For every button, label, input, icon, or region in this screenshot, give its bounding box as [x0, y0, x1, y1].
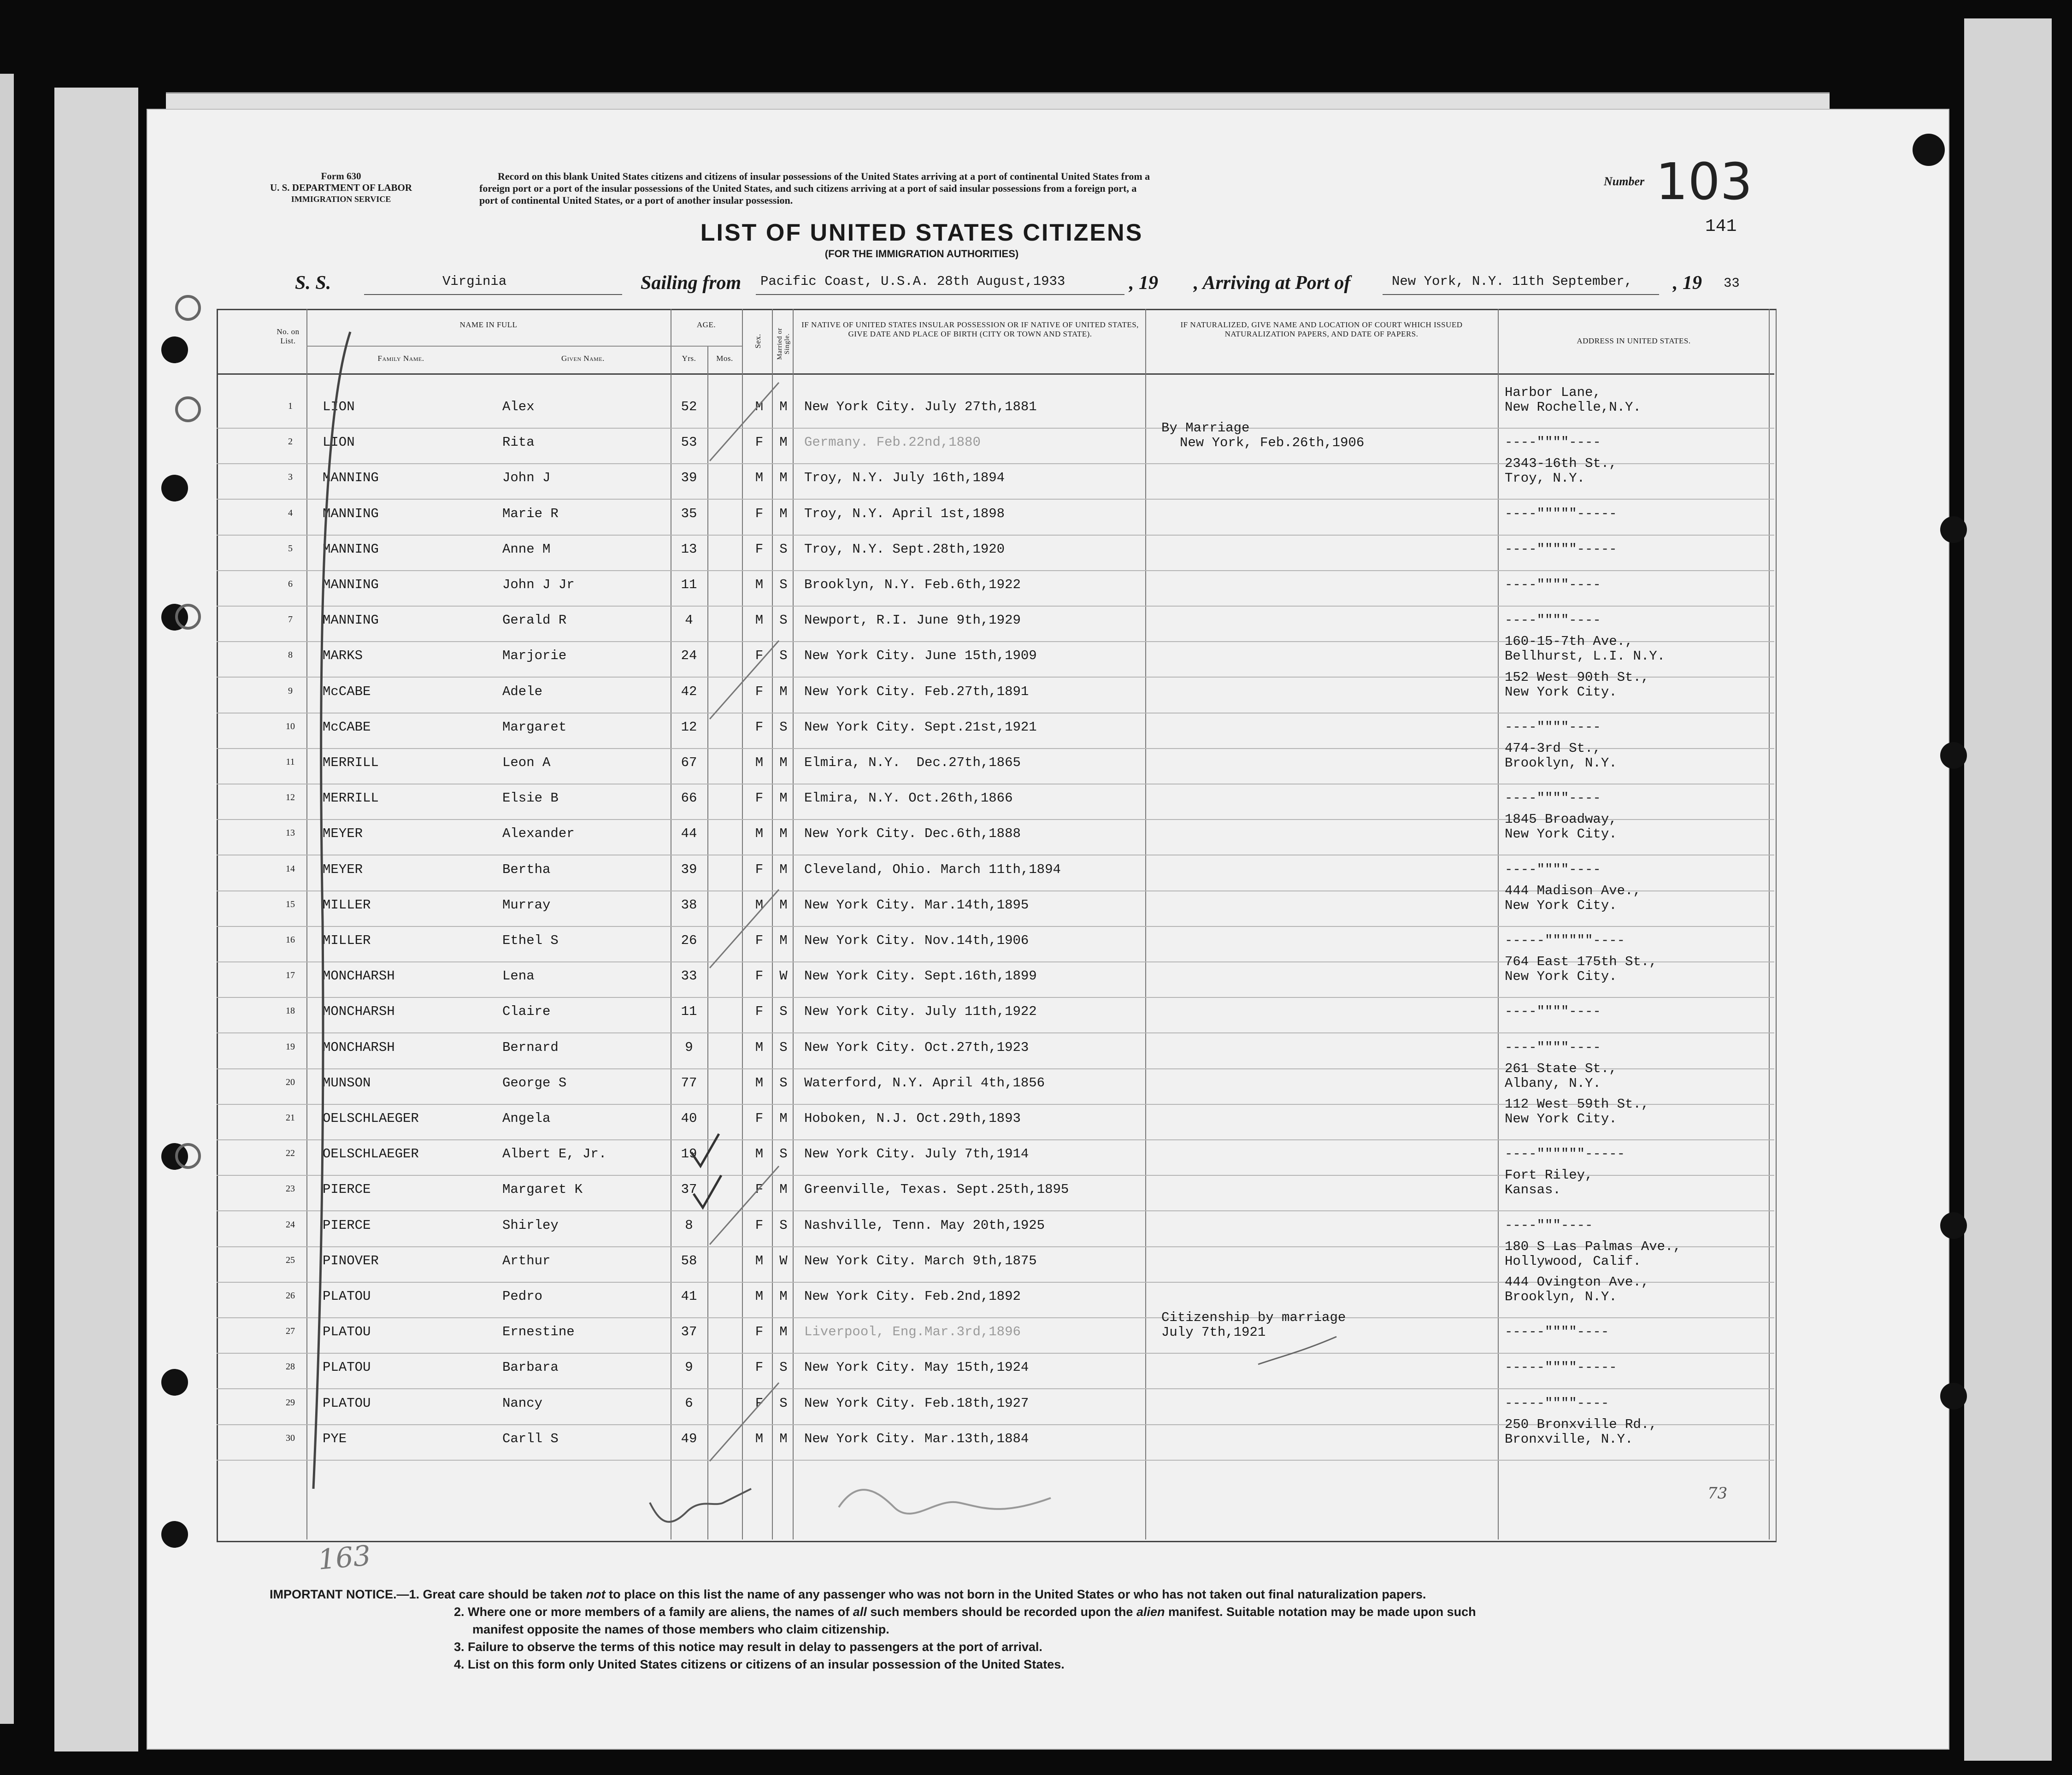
- notice-item-2: 2. Where one or more members of a family are aliens, the names of all such members should be recorded upon the alien manifest. Suitable notation may be made upon such: [454, 1605, 1476, 1619]
- address-line: New York City.: [1505, 826, 1617, 842]
- age-years: 33: [681, 968, 697, 984]
- birth-place-date: Troy, N.Y. April 1st,1898: [804, 506, 1005, 521]
- age-years: 6: [685, 1395, 693, 1411]
- col-header-age: AGE.: [696, 320, 716, 329]
- col-header-name-in-full: NAME IN FULL: [459, 320, 518, 329]
- address-line: Brooklyn, N.Y.: [1505, 1289, 1617, 1304]
- naturalization-info: By Marriage: [1161, 420, 1250, 436]
- family-name: MONCHARSH: [323, 968, 395, 984]
- marital-status: S: [779, 1217, 788, 1233]
- address-line: 180 S Las Palmas Ave.,: [1505, 1238, 1681, 1254]
- sex: M: [755, 470, 764, 486]
- age-years: 26: [681, 933, 697, 948]
- family-name: PINOVER: [323, 1253, 379, 1268]
- given-name: Elsie B: [502, 790, 559, 806]
- marital-status: M: [779, 933, 788, 948]
- page-subtitle: (FOR THE IMMIGRATION AUTHORITIES): [824, 248, 1019, 259]
- sex: F: [755, 719, 764, 735]
- row-number: 6: [288, 579, 293, 589]
- sex: F: [755, 1395, 764, 1411]
- age-years: 11: [681, 577, 697, 592]
- birth-place-date: New York City. Sept.16th,1899: [804, 968, 1037, 984]
- marital-status: M: [779, 470, 788, 486]
- address-line: Hollywood, Calif.: [1505, 1253, 1641, 1269]
- marital-status: S: [779, 1146, 788, 1162]
- address-line: ----""""----: [1505, 861, 1601, 877]
- birth-place-date: Waterford, N.Y. April 4th,1856: [804, 1075, 1045, 1091]
- family-name: MEYER: [323, 826, 363, 842]
- given-name: Ethel S: [502, 933, 559, 948]
- birth-place-date: Hoboken, N.J. Oct.29th,1893: [804, 1111, 1021, 1126]
- col-header-sex: Sex.: [753, 334, 762, 348]
- birth-place-date: New York City. Sept.21st,1921: [804, 719, 1037, 735]
- address-line: 112 West 59th St.,: [1505, 1097, 1649, 1112]
- sex: M: [755, 1075, 764, 1091]
- sex: M: [755, 577, 764, 592]
- birth-place-date: New York City. Feb.18th,1927: [804, 1395, 1029, 1411]
- sex: M: [755, 1431, 764, 1446]
- address-line: ----""""""-----: [1505, 1146, 1625, 1162]
- birth-place-date: Greenville, Texas. Sept.25th,1895: [804, 1182, 1069, 1197]
- marital-status: M: [779, 790, 788, 806]
- given-name: Albert E, Jr.: [502, 1146, 607, 1162]
- col-header-yrs: Yrs.: [682, 354, 696, 363]
- row-number: 15: [286, 899, 295, 909]
- sex: F: [755, 861, 764, 877]
- address-line: 160-15-7th Ave.,: [1505, 634, 1633, 649]
- marital-status: M: [779, 1431, 788, 1446]
- given-name: Murray: [502, 897, 551, 913]
- sex: M: [755, 897, 764, 913]
- row-number: 21: [286, 1113, 295, 1123]
- marital-status: M: [779, 1111, 788, 1126]
- naturalization-info: July 7th,1921: [1161, 1325, 1266, 1340]
- notice-item-2-cont: manifest opposite the names of those members who claim citizenship.: [472, 1622, 889, 1636]
- family-name: MERRILL: [323, 790, 379, 806]
- address-line: ----""""----: [1505, 435, 1601, 450]
- family-name: PLATOU: [323, 1395, 371, 1411]
- marital-status: W: [779, 968, 788, 984]
- address-line: 474-3rd St.,: [1505, 741, 1601, 756]
- age-years: 52: [681, 399, 697, 414]
- address-line: Harbor Lane,: [1505, 385, 1601, 400]
- sex: F: [755, 968, 764, 984]
- birth-place-date: New York City. Oct.27th,1923: [804, 1039, 1029, 1055]
- age-years: 42: [681, 684, 697, 699]
- row-number: 20: [286, 1077, 295, 1087]
- address-line: ----""""----: [1505, 790, 1601, 806]
- birth-place-date: Elmira, N.Y. Oct.26th,1866: [804, 790, 1013, 806]
- page-number: 141: [1705, 217, 1737, 236]
- age-years: 37: [681, 1182, 697, 1197]
- marital-status: M: [779, 755, 788, 770]
- address-line: Bronxville, N.Y.: [1505, 1431, 1633, 1447]
- given-name: Gerald R: [502, 613, 567, 628]
- sex: F: [755, 1324, 764, 1340]
- age-years: 8: [685, 1217, 693, 1233]
- given-name: George S: [502, 1075, 567, 1091]
- sex: M: [755, 1146, 764, 1162]
- row-number: 13: [286, 828, 295, 838]
- given-name: Claire: [502, 1004, 551, 1020]
- address-line: -----""""----: [1505, 1324, 1609, 1340]
- age-years: 53: [681, 435, 697, 450]
- age-years: 39: [681, 470, 697, 486]
- birth-place-date: New York City. Mar.13th,1884: [804, 1431, 1029, 1446]
- notice-item-4: 4. List on this form only United States citizens or citizens of an insular possession of the United States.: [454, 1657, 1065, 1671]
- arriving-label: , Arriving at Port of: [1194, 272, 1351, 294]
- age-years: 9: [685, 1360, 693, 1375]
- family-name: LION: [323, 399, 355, 414]
- address-line: ----""""----: [1505, 1004, 1601, 1020]
- marital-status: M: [779, 684, 788, 699]
- address-line: -----""""""----: [1505, 933, 1625, 948]
- address-line: -----""""-----: [1505, 1360, 1617, 1375]
- address-line: -----""""----: [1505, 1395, 1609, 1411]
- age-years: 41: [681, 1289, 697, 1304]
- birth-place-date: Liverpool, Eng.Mar.3rd,1896: [804, 1324, 1021, 1340]
- marital-status: M: [779, 1289, 788, 1304]
- age-years: 66: [681, 790, 697, 806]
- family-name: PLATOU: [323, 1289, 371, 1304]
- age-years: 77: [681, 1075, 697, 1091]
- family-name: MANNING: [323, 541, 379, 557]
- sex: M: [755, 826, 764, 842]
- sex: M: [755, 399, 764, 414]
- row-number: 4: [288, 507, 293, 518]
- sex: F: [755, 1182, 764, 1197]
- sex: M: [755, 755, 764, 770]
- arrival-year-label: , 19: [1673, 272, 1702, 294]
- form-department: U. S. DEPARTMENT OF LABOR: [270, 182, 412, 193]
- address-line: ----"""""-----: [1505, 506, 1617, 521]
- sex: F: [755, 648, 764, 664]
- bottom-margin-number: 163: [317, 1539, 372, 1576]
- given-name: Adele: [502, 684, 543, 699]
- birth-place-date: Cleveland, Ohio. March 11th,1894: [804, 861, 1061, 877]
- arriving-port-value: New York, N.Y. 11th September,: [1392, 274, 1633, 289]
- address-line: ----""""----: [1505, 577, 1601, 592]
- row-number: 30: [286, 1433, 295, 1443]
- family-name: PYE: [323, 1431, 347, 1446]
- age-years: 19: [681, 1146, 697, 1162]
- birth-place-date: Nashville, Tenn. May 20th,1925: [804, 1217, 1045, 1233]
- ship-name: Virginia: [442, 274, 507, 289]
- marital-status: M: [779, 506, 788, 521]
- marital-status: M: [779, 399, 788, 414]
- sailing-from-value: Pacific Coast, U.S.A. 28th August,1933: [760, 274, 1065, 289]
- marital-status: S: [779, 1004, 788, 1020]
- family-name: McCABE: [323, 684, 371, 699]
- sex: F: [755, 541, 764, 557]
- given-name: Carll S: [502, 1431, 559, 1446]
- address-line: Brooklyn, N.Y.: [1505, 755, 1617, 771]
- form-service: IMMIGRATION SERVICE: [291, 195, 391, 204]
- family-name: PIERCE: [323, 1182, 371, 1197]
- notice-label: IMPORTANT NOTICE.: [270, 1587, 397, 1601]
- birth-place-date: Brooklyn, N.Y. Feb.6th,1922: [804, 577, 1021, 592]
- sex: F: [755, 1004, 764, 1020]
- marital-status: S: [779, 1360, 788, 1375]
- given-name: Ernestine: [502, 1324, 575, 1340]
- marital-status: M: [779, 1182, 788, 1197]
- marital-status: S: [779, 577, 788, 592]
- age-years: 37: [681, 1324, 697, 1340]
- row-number: 14: [286, 863, 295, 874]
- address-line: 2343-16th St.,: [1505, 456, 1617, 472]
- row-number: 25: [286, 1255, 295, 1265]
- row-number: 24: [286, 1219, 295, 1230]
- address-line: New York City.: [1505, 969, 1617, 985]
- given-name: Margaret K: [502, 1182, 583, 1197]
- birth-place-date: Troy, N.Y. Sept.28th,1920: [804, 541, 1005, 557]
- arrival-year-value: 33: [1724, 276, 1740, 291]
- marital-status: S: [779, 541, 788, 557]
- birth-place-date: New York City. Feb.2nd,1892: [804, 1289, 1021, 1304]
- birth-place-date: New York City. July 27th,1881: [804, 399, 1037, 414]
- given-name: Lena: [502, 968, 535, 984]
- family-name: MONCHARSH: [323, 1039, 395, 1055]
- row-number: 5: [288, 543, 293, 554]
- sex: F: [755, 506, 764, 521]
- marital-status: M: [779, 435, 788, 450]
- address-line: ----"""""-----: [1505, 541, 1617, 557]
- family-name: PIERCE: [323, 1217, 371, 1233]
- address-line: Troy, N.Y.: [1505, 471, 1585, 486]
- marital-status: S: [779, 613, 788, 628]
- family-name: MANNING: [323, 577, 379, 592]
- form-number: Form 630: [321, 171, 361, 182]
- col-header-naturalized: IF NATURALIZED, GIVE NAME AND LOCATION OF COURT WHICH ISSUED NATURALIZATION PAPERS, AND DATE OF PAPERS.: [1180, 320, 1463, 338]
- birth-place-date: New York City. June 15th,1909: [804, 648, 1037, 664]
- row-number: 11: [286, 757, 295, 767]
- given-name: Bernard: [502, 1039, 559, 1055]
- row-number: 19: [286, 1041, 295, 1052]
- row-number: 23: [286, 1184, 295, 1194]
- age-years: 13: [681, 541, 697, 557]
- row-number: 27: [286, 1326, 295, 1337]
- number-value: 103: [1655, 152, 1753, 211]
- record-instruction-line: foreign port or a port of the insular possessions of the United States, and such citizens arriving at a port of said insular possessions from a foreign port, a: [479, 183, 1137, 194]
- age-years: 4: [685, 613, 693, 628]
- margin-note: 73: [1707, 1484, 1728, 1503]
- sex: M: [755, 1253, 764, 1268]
- address-line: New Rochelle,N.Y.: [1505, 400, 1641, 415]
- address-line: 1845 Broadway,: [1505, 812, 1617, 827]
- address-line: 444 Ovington Ave.,: [1505, 1274, 1649, 1290]
- family-name: LION: [323, 435, 355, 450]
- address-line: Albany, N.Y.: [1505, 1075, 1601, 1091]
- address-line: New York City.: [1505, 897, 1617, 913]
- age-years: 58: [681, 1253, 697, 1268]
- sex: F: [755, 1360, 764, 1375]
- family-name: OELSCHLAEGER: [323, 1146, 419, 1162]
- sex: F: [755, 790, 764, 806]
- sailing-from-label: Sailing from: [641, 272, 742, 294]
- given-name: John J Jr: [502, 577, 575, 592]
- given-name: Bertha: [502, 861, 551, 877]
- marital-status: S: [779, 719, 788, 735]
- family-name: MANNING: [323, 470, 379, 486]
- family-name: MILLER: [323, 897, 371, 913]
- address-line: 261 State St.,: [1505, 1061, 1617, 1076]
- col-header-mos: Mos.: [716, 354, 733, 363]
- marital-status: M: [779, 897, 788, 913]
- address-line: 152 West 90th St.,: [1505, 669, 1649, 685]
- address-line: 444 Madison Ave.,: [1505, 883, 1641, 898]
- family-name: OELSCHLAEGER: [323, 1111, 419, 1126]
- age-years: 38: [681, 897, 697, 913]
- family-name: PLATOU: [323, 1360, 371, 1375]
- row-number: 29: [286, 1397, 295, 1408]
- naturalization-info: Citizenship by marriage: [1161, 1310, 1346, 1326]
- address-line: ----""""----: [1505, 1039, 1601, 1055]
- age-years: 67: [681, 755, 697, 770]
- given-name: John J: [502, 470, 551, 486]
- birth-place-date: New York City. Feb.27th,1891: [804, 684, 1029, 699]
- birth-place-date: New York City. Mar.14th,1895: [804, 897, 1029, 913]
- given-name: Pedro: [502, 1289, 543, 1304]
- row-number: 12: [286, 792, 295, 803]
- row-number: 28: [286, 1362, 295, 1372]
- col-header-address: ADDRESS IN UNITED STATES.: [1577, 336, 1691, 345]
- birth-place-date: Troy, N.Y. July 16th,1894: [804, 470, 1005, 486]
- given-name: Marie R: [502, 506, 559, 521]
- col-header-no: No. on List.: [277, 327, 300, 345]
- marital-status: M: [779, 1324, 788, 1340]
- family-name: MANNING: [323, 506, 379, 521]
- given-name: Alexander: [502, 826, 575, 842]
- family-name: PLATOU: [323, 1324, 371, 1340]
- sex: M: [755, 613, 764, 628]
- birth-place-date: Elmira, N.Y. Dec.27th,1865: [804, 755, 1021, 770]
- marital-status: M: [779, 861, 788, 877]
- given-name: Arthur: [502, 1253, 551, 1268]
- number-label: Number: [1604, 175, 1645, 188]
- row-number: 7: [288, 614, 293, 625]
- family-name: MEYER: [323, 861, 363, 877]
- row-number: 10: [286, 721, 295, 731]
- age-years: 24: [681, 648, 697, 664]
- family-name: MANNING: [323, 613, 379, 628]
- sex: F: [755, 1217, 764, 1233]
- given-name: Rita: [502, 435, 535, 450]
- col-header-birth: IF NATIVE OF UNITED STATES INSULAR POSSESSION OR IF NATIVE OF UNITED STATES, GIVE DATE AND PLACE OF BIRTH (CITY OR TOWN AND STATE).: [801, 320, 1139, 338]
- marital-status: S: [779, 648, 788, 664]
- birth-place-date: Germany. Feb.22nd,1880: [804, 435, 981, 450]
- address-line: ----""""----: [1505, 613, 1601, 628]
- row-number: 18: [286, 1006, 295, 1016]
- age-years: 11: [681, 1004, 697, 1020]
- address-line: 764 East 175th St.,: [1505, 954, 1657, 970]
- sex: F: [755, 684, 764, 699]
- address-line: Kansas.: [1505, 1182, 1561, 1198]
- family-name: MILLER: [323, 933, 371, 948]
- row-number: 16: [286, 935, 295, 945]
- age-years: 12: [681, 719, 697, 735]
- notice-item-1: IMPORTANT NOTICE.—1. Great care should be taken not to place on this list the name of any passenger who was not born in the United States or who has not taken out final naturalization papers.: [270, 1587, 1426, 1601]
- address-line: ----""""----: [1505, 719, 1601, 735]
- col-header-family-name: Family Name.: [377, 354, 424, 363]
- family-name: MUNSON: [323, 1075, 371, 1091]
- address-line: Bellhurst, L.I. N.Y.: [1505, 649, 1666, 664]
- marital-status: W: [779, 1253, 788, 1268]
- family-name: MARKS: [323, 648, 363, 664]
- birth-place-date: Newport, R.I. June 9th,1929: [804, 613, 1021, 628]
- sailing-year-label: , 19: [1129, 272, 1158, 294]
- family-name: McCABE: [323, 719, 371, 735]
- row-number: 2: [288, 436, 293, 447]
- marital-status: M: [779, 826, 788, 842]
- given-name: Angela: [502, 1111, 551, 1126]
- marital-status: S: [779, 1395, 788, 1411]
- given-name: Margaret: [502, 719, 567, 735]
- marital-status: S: [779, 1075, 788, 1091]
- row-number: 26: [286, 1291, 295, 1301]
- row-number: 17: [286, 970, 295, 981]
- naturalization-info: New York, Feb.26th,1906: [1180, 435, 1365, 451]
- sex: F: [755, 933, 764, 948]
- given-name: Barbara: [502, 1360, 559, 1375]
- age-years: 49: [681, 1431, 697, 1446]
- address-line: New York City.: [1505, 684, 1617, 700]
- row-number: 1: [288, 401, 293, 411]
- address-line: 250 Bronxville Rd.,: [1505, 1416, 1657, 1432]
- address-line: ----"""----: [1505, 1217, 1593, 1233]
- birth-place-date: New York City. July 7th,1914: [804, 1146, 1029, 1162]
- row-number: 8: [288, 650, 293, 660]
- given-name: Leon A: [502, 755, 551, 770]
- col-header-given-name: Given Name.: [561, 354, 605, 363]
- given-name: Shirley: [502, 1217, 559, 1233]
- age-years: 39: [681, 861, 697, 877]
- birth-place-date: New York City. March 9th,1875: [804, 1253, 1037, 1268]
- notice-item-3: 3. Failure to observe the terms of this notice may result in delay to passengers at the port of arrival.: [454, 1640, 1042, 1654]
- age-years: 44: [681, 826, 697, 842]
- ss-label: S. S.: [295, 272, 331, 294]
- important-notice: [270, 1586, 1758, 1673]
- given-name: Marjorie: [502, 648, 567, 664]
- sex: M: [755, 1039, 764, 1055]
- col-header-married: Married or Single.: [776, 328, 791, 360]
- record-instruction-line: Record on this blank United States citizens and citizens of insular possessions of the United States arriving at a port of continental United States from a: [498, 171, 1150, 182]
- given-name: Anne M: [502, 541, 551, 557]
- family-name: MERRILL: [323, 755, 379, 770]
- row-number: 3: [288, 472, 293, 483]
- sex: F: [755, 1111, 764, 1126]
- given-name: Nancy: [502, 1395, 543, 1411]
- birth-place-date: New York City. Dec.6th,1888: [804, 826, 1021, 842]
- address-line: Fort Riley,: [1505, 1168, 1593, 1183]
- age-years: 35: [681, 506, 697, 521]
- age-years: 40: [681, 1111, 697, 1126]
- birth-place-date: New York City. Nov.14th,1906: [804, 933, 1029, 948]
- record-instruction-line: port of continental United States, or a port of another insular possession.: [479, 195, 793, 206]
- family-name: MONCHARSH: [323, 1004, 395, 1020]
- sex: M: [755, 1289, 764, 1304]
- age-years: 9: [685, 1039, 693, 1055]
- page-title: LIST OF UNITED STATES CITIZENS: [700, 219, 1143, 246]
- sex: F: [755, 435, 764, 450]
- row-number: 9: [288, 685, 293, 696]
- birth-place-date: New York City. July 11th,1922: [804, 1004, 1037, 1020]
- given-name: Alex: [502, 399, 535, 414]
- birth-place-date: New York City. May 15th,1924: [804, 1360, 1029, 1375]
- marital-status: S: [779, 1039, 788, 1055]
- address-line: New York City.: [1505, 1111, 1617, 1126]
- row-number: 22: [286, 1148, 295, 1159]
